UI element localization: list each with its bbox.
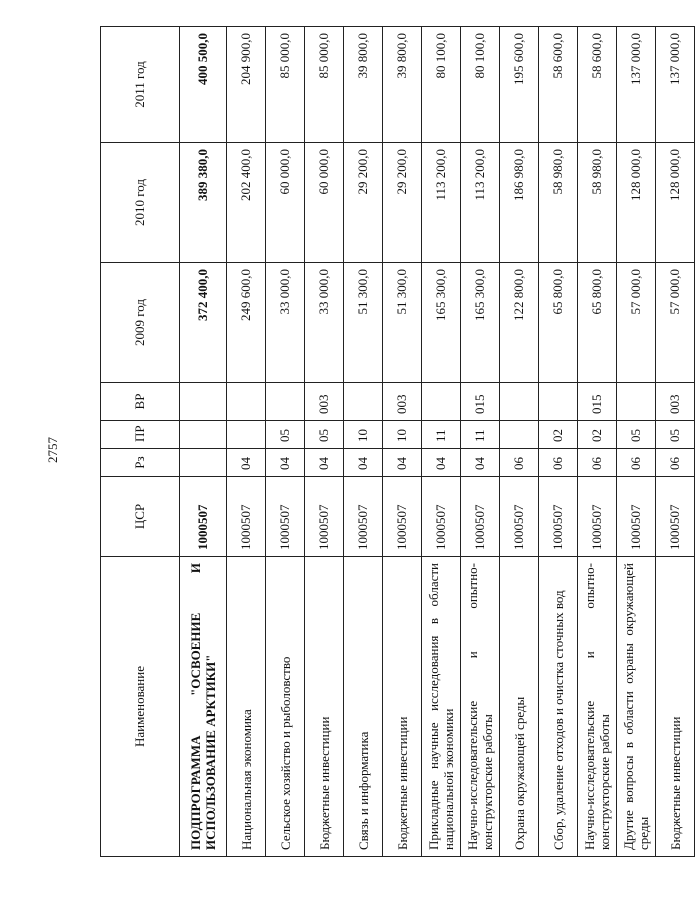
value-2009-cell: 65 800,0 — [539, 263, 578, 383]
col-header-rz: Рз — [101, 449, 180, 477]
pr-cell: 05 — [266, 421, 305, 449]
value-2009-cell: 51 300,0 — [383, 263, 422, 383]
value-2010-cell: 113 200,0 — [422, 143, 461, 263]
pr-cell — [180, 421, 227, 449]
value-2010-cell: 29 200,0 — [344, 143, 383, 263]
table-row — [422, 27, 461, 857]
value-2010-cell: 29 200,0 — [383, 143, 422, 263]
table-row — [461, 27, 500, 857]
vr-cell: 003 — [656, 383, 695, 421]
pr-cell: 11 — [422, 421, 461, 449]
name-cell: Бюджетные инвестиции — [656, 557, 695, 857]
value-2010-cell: 58 980,0 — [578, 143, 617, 263]
pr-cell: 05 — [617, 421, 656, 449]
rz-cell: 06 — [617, 449, 656, 477]
value-2009-cell: 165 300,0 — [461, 263, 500, 383]
rz-cell: 06 — [539, 449, 578, 477]
csr-cell: 1000507 — [266, 477, 305, 557]
name-cell: Бюджетные инвестиции — [305, 557, 344, 857]
pr-cell: 05 — [656, 421, 695, 449]
csr-cell: 1000507 — [227, 477, 266, 557]
csr-cell: 1000507 — [383, 477, 422, 557]
table-row — [383, 27, 422, 857]
value-2009-cell: 372 400,0 — [180, 263, 227, 383]
value-2011-cell: 80 100,0 — [461, 27, 500, 143]
value-2010-cell: 113 200,0 — [461, 143, 500, 263]
value-2010-cell: 60 000,0 — [305, 143, 344, 263]
value-2009-cell: 33 000,0 — [305, 263, 344, 383]
rz-cell: 04 — [305, 449, 344, 477]
table-row — [539, 27, 578, 857]
value-2010-cell: 58 980,0 — [539, 143, 578, 263]
rz-cell: 04 — [383, 449, 422, 477]
table-row — [180, 27, 227, 857]
rz-cell: 06 — [578, 449, 617, 477]
vr-cell — [180, 383, 227, 421]
table-row — [617, 27, 656, 857]
value-2009-cell: 65 800,0 — [578, 263, 617, 383]
csr-cell: 1000507 — [344, 477, 383, 557]
rz-cell: 04 — [422, 449, 461, 477]
budget-table — [100, 26, 695, 857]
name-cell: Прикладные научные исследования в области национальной экономики — [422, 557, 461, 857]
name-cell: Бюджетные инвестиции — [383, 557, 422, 857]
table-row — [266, 27, 305, 857]
vr-cell — [539, 383, 578, 421]
rz-cell: 04 — [266, 449, 305, 477]
value-2010-cell: 389 380,0 — [180, 143, 227, 263]
name-cell: Научно-исследовательские и опытно-конструкторские работы — [461, 557, 500, 857]
col-header-vr: ВР — [101, 383, 180, 421]
value-2011-cell: 195 600,0 — [500, 27, 539, 143]
value-2011-cell: 39 800,0 — [383, 27, 422, 143]
name-cell: Связь и информатика — [344, 557, 383, 857]
pr-cell: 02 — [578, 421, 617, 449]
pr-cell — [227, 421, 266, 449]
table-row — [305, 27, 344, 857]
table-row — [227, 27, 266, 857]
table-row — [656, 27, 695, 857]
vr-cell: 015 — [578, 383, 617, 421]
table-row — [500, 27, 539, 857]
value-2010-cell: 202 400,0 — [227, 143, 266, 263]
value-2010-cell: 186 980,0 — [500, 143, 539, 263]
value-2009-cell: 165 300,0 — [422, 263, 461, 383]
table-row — [578, 27, 617, 857]
page-number: 2757 — [45, 437, 60, 463]
vr-cell — [617, 383, 656, 421]
rotated-budget-table — [100, 27, 683, 857]
vr-cell — [500, 383, 539, 421]
name-cell: Национальная экономика — [227, 557, 266, 857]
rz-cell: 06 — [656, 449, 695, 477]
pr-cell: 11 — [461, 421, 500, 449]
col-header-csr: ЦСР — [101, 477, 180, 557]
table-row — [344, 27, 383, 857]
value-2010-cell: 128 000,0 — [617, 143, 656, 263]
value-2009-cell: 57 000,0 — [656, 263, 695, 383]
rz-cell: 04 — [344, 449, 383, 477]
col-header-2010: 2010 год — [101, 143, 180, 263]
csr-cell: 1000507 — [422, 477, 461, 557]
csr-cell: 1000507 — [539, 477, 578, 557]
vr-cell — [422, 383, 461, 421]
value-2011-cell: 137 000,0 — [656, 27, 695, 143]
value-2011-cell: 58 600,0 — [578, 27, 617, 143]
value-2011-cell: 400 500,0 — [180, 27, 227, 143]
vr-cell — [344, 383, 383, 421]
rz-cell: 04 — [461, 449, 500, 477]
value-2010-cell: 128 000,0 — [656, 143, 695, 263]
name-cell: Другие вопросы в области охраны окружающей среды — [617, 557, 656, 857]
vr-cell: 003 — [383, 383, 422, 421]
name-cell: Сбор, удаление отходов и очистка сточных вод — [539, 557, 578, 857]
rz-cell — [180, 449, 227, 477]
csr-cell: 1000507 — [180, 477, 227, 557]
vr-cell — [266, 383, 305, 421]
value-2011-cell: 85 000,0 — [305, 27, 344, 143]
col-header-2009: 2009 год — [101, 263, 180, 383]
value-2009-cell: 51 300,0 — [344, 263, 383, 383]
col-header-2011: 2011 год — [101, 27, 180, 143]
csr-cell: 1000507 — [500, 477, 539, 557]
name-cell: ПОДПРОГРАММА "ОСВОЕНИЕ И ИСПОЛЬЗОВАНИЕ АРКТИКИ" — [180, 557, 227, 857]
csr-cell: 1000507 — [578, 477, 617, 557]
rz-cell: 04 — [227, 449, 266, 477]
csr-cell: 1000507 — [305, 477, 344, 557]
vr-cell: 003 — [305, 383, 344, 421]
csr-cell: 1000507 — [617, 477, 656, 557]
pr-cell — [500, 421, 539, 449]
vr-cell: 015 — [461, 383, 500, 421]
value-2011-cell: 137 000,0 — [617, 27, 656, 143]
name-cell: Охрана окружающей среды — [500, 557, 539, 857]
rz-cell: 06 — [500, 449, 539, 477]
value-2009-cell: 249 600,0 — [227, 263, 266, 383]
value-2010-cell: 60 000,0 — [266, 143, 305, 263]
vr-cell — [227, 383, 266, 421]
name-cell: Научно-исследовательские и опытно-конструкторские работы — [578, 557, 617, 857]
value-2009-cell: 122 800,0 — [500, 263, 539, 383]
value-2011-cell: 39 800,0 — [344, 27, 383, 143]
pr-cell: 10 — [383, 421, 422, 449]
col-header-pr: ПР — [101, 421, 180, 449]
value-2009-cell: 57 000,0 — [617, 263, 656, 383]
header-row — [101, 27, 180, 857]
name-cell: Сельское хозяйство и рыболовство — [266, 557, 305, 857]
pr-cell: 02 — [539, 421, 578, 449]
value-2011-cell: 85 000,0 — [266, 27, 305, 143]
col-header-name: Наименование — [101, 557, 180, 857]
table-body — [180, 27, 695, 857]
pr-cell: 05 — [305, 421, 344, 449]
csr-cell: 1000507 — [461, 477, 500, 557]
value-2011-cell: 80 100,0 — [422, 27, 461, 143]
value-2011-cell: 204 900,0 — [227, 27, 266, 143]
value-2009-cell: 33 000,0 — [266, 263, 305, 383]
pr-cell: 10 — [344, 421, 383, 449]
csr-cell: 1000507 — [656, 477, 695, 557]
value-2011-cell: 58 600,0 — [539, 27, 578, 143]
